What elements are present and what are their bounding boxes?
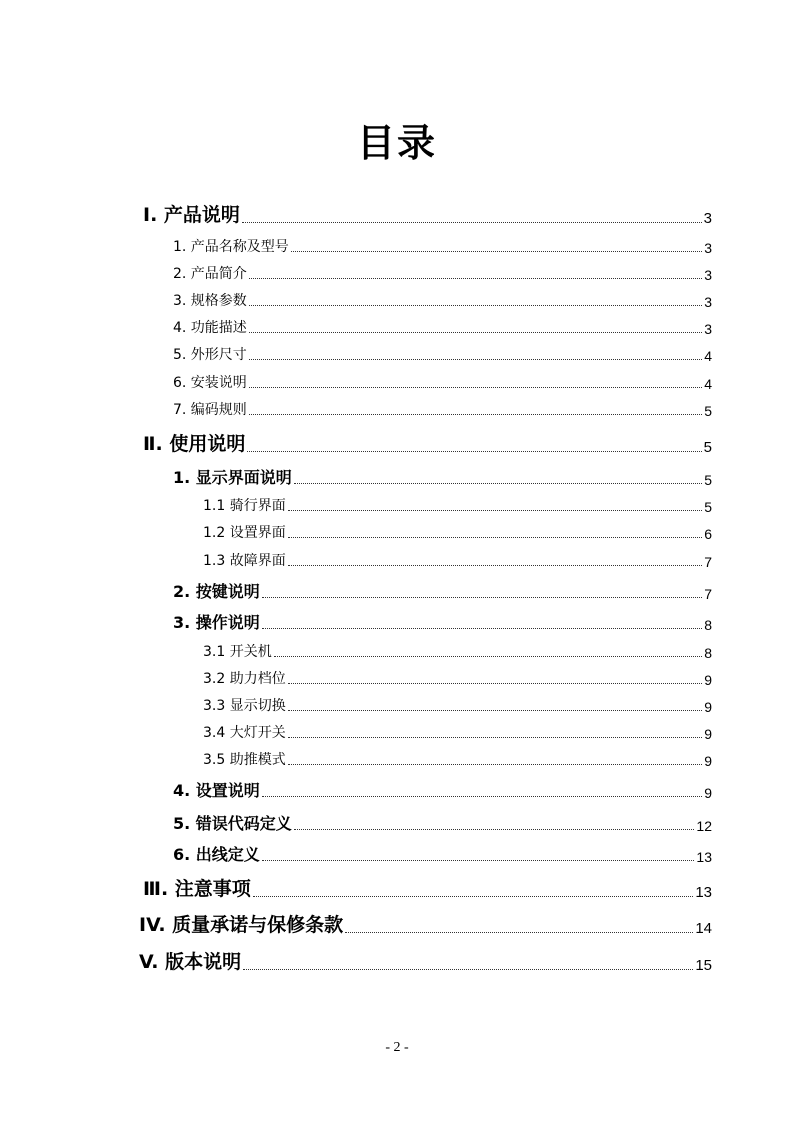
toc-leader-dots xyxy=(262,859,695,861)
toc-leader-dots xyxy=(288,564,702,566)
toc-page-number: 15 xyxy=(695,957,712,974)
toc-entry-label: 3. 操作说明 xyxy=(173,613,260,632)
toc-entry[interactable] xyxy=(173,842,712,865)
toc-leader-dots xyxy=(249,386,702,388)
toc-page-number: 13 xyxy=(695,884,712,901)
toc-leader-dots xyxy=(262,627,702,629)
toc-entry[interactable] xyxy=(203,641,712,661)
toc-entry-label: 3.2 助力档位 xyxy=(203,671,286,687)
toc-entry[interactable] xyxy=(143,200,712,227)
toc-leader-dots xyxy=(294,482,702,484)
toc-leader-dots xyxy=(294,828,695,830)
toc-page-number: 3 xyxy=(704,240,712,256)
toc-entry[interactable] xyxy=(139,947,712,974)
toc-page-number: 5 xyxy=(704,403,712,419)
toc-entry[interactable] xyxy=(173,263,712,283)
toc-entry-label: 3.5 助推模式 xyxy=(203,752,286,768)
toc-leader-dots xyxy=(253,895,694,897)
toc-page-number: 5 xyxy=(703,439,712,456)
toc-page-number: 9 xyxy=(704,753,712,769)
toc-entry-label: 1.2 设置界面 xyxy=(203,525,286,541)
toc-entry-label: 1. 显示界面说明 xyxy=(173,468,292,487)
toc-entry[interactable] xyxy=(203,495,712,515)
toc-leader-dots xyxy=(247,450,701,452)
toc-page-number: 6 xyxy=(704,526,712,542)
toc-entry[interactable] xyxy=(173,290,712,310)
toc-entry-label: V. 版本说明 xyxy=(139,951,242,973)
toc-entry-label: 2. 产品简介 xyxy=(173,266,247,282)
toc-entry[interactable] xyxy=(173,465,712,488)
toc-entry[interactable] xyxy=(203,522,712,542)
toc-entry[interactable] xyxy=(203,722,712,742)
toc-entry-label: 1.3 故障界面 xyxy=(203,553,286,569)
toc-page-number: 3 xyxy=(704,294,712,310)
toc-entry[interactable] xyxy=(203,550,712,570)
toc-entry-label: Ⅲ. 注意事项 xyxy=(143,878,251,900)
toc-entry-label: 6. 安装说明 xyxy=(173,375,247,391)
toc-entry-label: 5. 错误代码定义 xyxy=(173,814,292,833)
toc-page-number: 7 xyxy=(704,554,712,570)
toc-page-number: 9 xyxy=(704,699,712,715)
toc-page-number: 14 xyxy=(695,920,712,937)
toc-entry-label: 1.1 骑行界面 xyxy=(203,498,286,514)
toc-page-number: 12 xyxy=(696,818,712,834)
toc-entry[interactable] xyxy=(173,811,712,834)
toc-page-number: 7 xyxy=(704,586,712,602)
toc-entry-label: 3.3 显示切换 xyxy=(203,698,286,714)
toc-page-number: 4 xyxy=(704,348,712,364)
toc-page-number: 8 xyxy=(704,645,712,661)
toc-entry[interactable] xyxy=(173,317,712,337)
page-number-footer: - 2 - xyxy=(385,1040,409,1055)
toc-leader-dots xyxy=(345,931,693,933)
toc-leader-dots xyxy=(249,358,702,360)
toc-page-number: 9 xyxy=(704,672,712,688)
toc-leader-dots xyxy=(249,277,702,279)
toc-page-number: 4 xyxy=(704,376,712,392)
toc-entry-label: 4. 设置说明 xyxy=(173,781,260,800)
toc-leader-dots xyxy=(288,736,702,738)
toc-leader-dots xyxy=(249,331,702,333)
toc-leader-dots xyxy=(249,304,702,306)
toc-entry-label: 6. 出线定义 xyxy=(173,845,260,864)
toc-leader-dots xyxy=(288,682,702,684)
toc-leader-dots xyxy=(288,536,702,538)
toc-page-number: 3 xyxy=(704,267,712,283)
toc-entry-label: IV. 质量承诺与保修条款 xyxy=(139,914,344,936)
toc-page-number: 13 xyxy=(696,849,712,865)
toc-entry[interactable] xyxy=(173,344,712,364)
toc-page-number: 3 xyxy=(703,210,712,227)
toc-entry[interactable] xyxy=(173,579,712,602)
toc-page-number: 9 xyxy=(704,726,712,742)
toc-page-number: 8 xyxy=(704,617,712,633)
toc-entry[interactable] xyxy=(203,695,712,715)
toc-entry[interactable] xyxy=(173,372,712,392)
toc-entry-label: 3.4 大灯开关 xyxy=(203,725,286,741)
toc-leader-dots xyxy=(249,413,702,415)
toc-entry[interactable] xyxy=(173,236,712,256)
toc-leader-dots xyxy=(274,655,702,657)
toc-entry-label: 1. 产品名称及型号 xyxy=(173,239,289,255)
toc-leader-dots xyxy=(242,221,702,223)
toc-entry-label: 3. 规格参数 xyxy=(173,293,247,309)
toc-entry[interactable] xyxy=(203,749,712,769)
toc-leader-dots xyxy=(262,795,702,797)
toc-entry[interactable] xyxy=(173,610,712,633)
toc-entry-label: 7. 编码规则 xyxy=(173,402,247,418)
toc-entry[interactable] xyxy=(143,874,712,901)
toc-entry[interactable] xyxy=(143,429,712,456)
toc-leader-dots xyxy=(288,509,702,511)
toc-entry[interactable] xyxy=(173,778,712,801)
toc-entry-label: 2. 按键说明 xyxy=(173,582,260,601)
toc-entry-label: 3.1 开关机 xyxy=(203,644,272,660)
toc-entry-label: Ⅰ. 产品说明 xyxy=(143,204,240,226)
toc-leader-dots xyxy=(262,596,702,598)
toc-entry[interactable] xyxy=(173,399,712,419)
toc-entry[interactable] xyxy=(139,910,712,937)
page-title: 目录 xyxy=(356,121,437,165)
toc-entry-label: 5. 外形尺寸 xyxy=(173,347,247,363)
toc-entry-label: 4. 功能描述 xyxy=(173,320,247,336)
toc-leader-dots xyxy=(291,250,702,252)
toc-leader-dots xyxy=(288,763,702,765)
toc-leader-dots xyxy=(288,709,702,711)
toc-page-number: 5 xyxy=(704,499,712,515)
toc-page-number: 3 xyxy=(704,321,712,337)
toc-page-number: 9 xyxy=(704,785,712,801)
toc-entry[interactable] xyxy=(203,668,712,688)
toc-page-number: 5 xyxy=(704,472,712,488)
toc-leader-dots xyxy=(243,968,693,970)
toc-entry-label: Ⅱ. 使用说明 xyxy=(143,433,246,455)
